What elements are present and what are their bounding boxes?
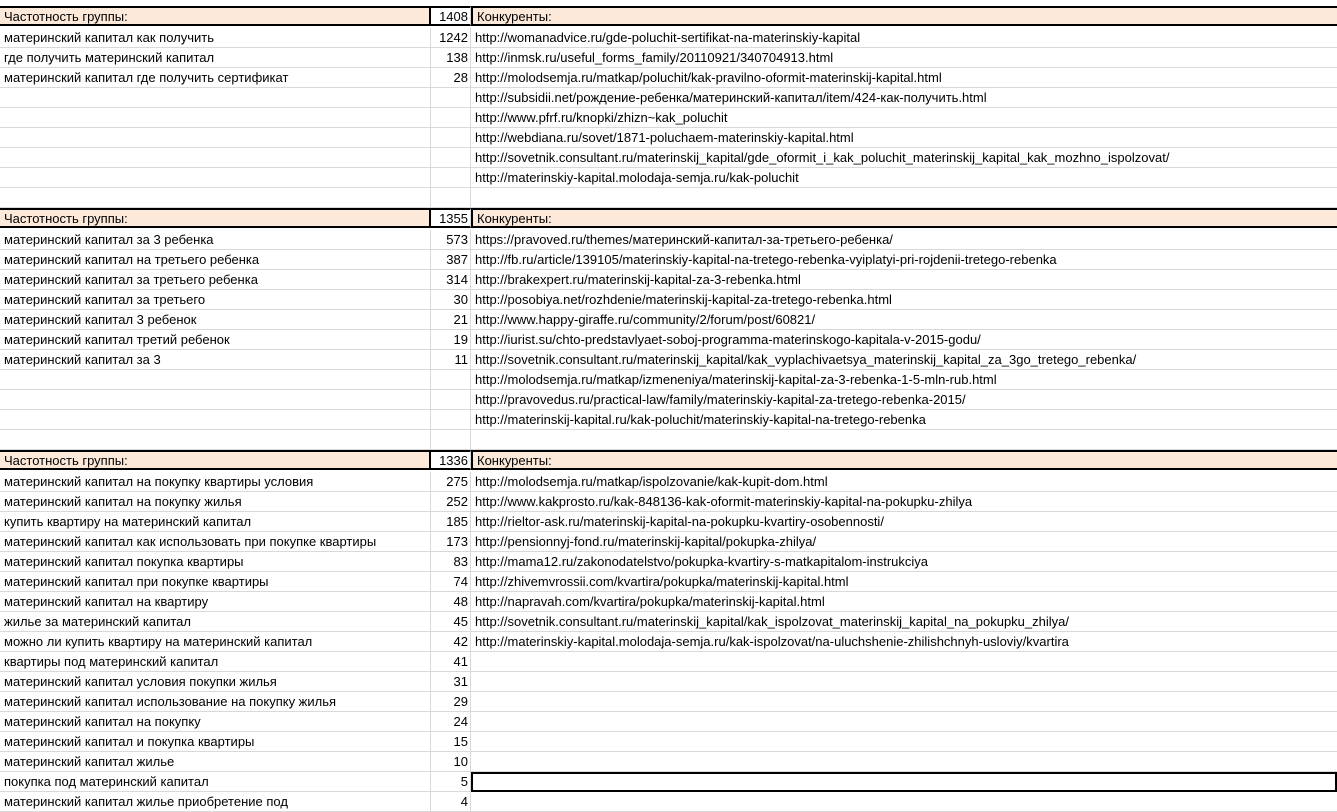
table-row [0, 672, 1337, 692]
group-frequency-total[interactable]: 1408 [431, 6, 471, 26]
frequency-cell[interactable]: 1242 [431, 28, 471, 48]
competitor-url-cell[interactable] [471, 188, 1337, 208]
frequency-cell[interactable] [431, 128, 471, 148]
competitor-url-cell[interactable] [471, 792, 1337, 812]
table-row [0, 230, 1337, 250]
keyword-cell[interactable] [0, 128, 431, 148]
keyword-cell[interactable]: материнский капитал на третьего ребенка [0, 250, 431, 270]
frequency-cell[interactable]: 173 [431, 532, 471, 552]
competitor-url-cell[interactable]: http://materinskiy-kapital.molodaja-semja.ru/kak-ispolzovat/na-uluchshenie-zhilishchnyh-usloviy/kvartira [471, 632, 1337, 652]
frequency-cell[interactable]: 41 [431, 652, 471, 672]
frequency-cell[interactable] [431, 370, 471, 390]
frequency-cell[interactable]: 29 [431, 692, 471, 712]
table-row [0, 270, 1337, 290]
competitor-url-cell[interactable]: http://rieltor-ask.ru/materinskij-kapital-na-pokupku-kvartiry-osobennosti/ [471, 512, 1337, 532]
frequency-cell[interactable] [431, 410, 471, 430]
table-row [0, 410, 1337, 430]
keyword-cell[interactable] [0, 188, 431, 208]
competitor-url-cell[interactable] [471, 672, 1337, 692]
competitor-url-cell[interactable]: http://pensionnyj-fond.ru/materinskij-kapital/pokupka-zhilya/ [471, 532, 1337, 552]
frequency-cell[interactable]: 45 [431, 612, 471, 632]
competitor-url-cell[interactable] [471, 692, 1337, 712]
frequency-cell[interactable] [431, 108, 471, 128]
table-row [0, 692, 1337, 712]
keyword-cell[interactable] [0, 148, 431, 168]
table-row [0, 188, 1337, 208]
frequency-cell[interactable]: 21 [431, 310, 471, 330]
group-header-row [0, 6, 1337, 26]
keyword-cell[interactable]: можно ли купить квартиру на материнский капитал [0, 632, 431, 652]
competitor-url-cell[interactable]: http://fb.ru/article/139105/materinskiy-kapital-na-tretego-rebenka-vyiplatyi-pri-rojdenii-tretego-rebenka [471, 250, 1337, 270]
table-row [0, 572, 1337, 592]
frequency-cell[interactable]: 31 [431, 672, 471, 692]
competitor-url-cell[interactable]: http://molodsemja.ru/matkap/poluchit/kak-pravilno-oformit-materinskij-kapital.html [471, 68, 1337, 88]
table-row [0, 512, 1337, 532]
keyword-cell[interactable] [0, 108, 431, 128]
competitor-url-cell[interactable]: http://materinskij-kapital.ru/kak-poluchit/materinskiy-kapital-na-tretego-rebenka [471, 410, 1337, 430]
table-row [0, 68, 1337, 88]
table-row [0, 168, 1337, 188]
keyword-cell[interactable] [0, 430, 431, 450]
table-row [0, 330, 1337, 350]
table-row [0, 148, 1337, 168]
competitors-label[interactable]: Конкуренты: [471, 450, 1337, 470]
frequency-cell[interactable] [431, 390, 471, 410]
competitor-url-cell[interactable] [471, 712, 1337, 732]
keyword-cell[interactable]: квартиры под материнский капитал [0, 652, 431, 672]
keyword-cell[interactable]: покупка под материнский капитал [0, 772, 431, 792]
frequency-cell[interactable] [431, 430, 471, 450]
frequency-cell[interactable]: 10 [431, 752, 471, 772]
keyword-cell[interactable]: материнский капитал и покупка квартиры [0, 732, 431, 752]
keyword-cell[interactable]: материнский капитал за третьего ребенка [0, 270, 431, 290]
frequency-cell[interactable]: 15 [431, 732, 471, 752]
keyword-cell[interactable] [0, 168, 431, 188]
table-row [0, 792, 1337, 812]
competitor-url-cell[interactable]: http://posobiya.net/rozhdenie/materinskij-kapital-za-tretego-rebenka.html [471, 290, 1337, 310]
keyword-cell[interactable]: материнский капитал на покупку жилья [0, 492, 431, 512]
competitor-url-cell[interactable]: http://womanadvice.ru/gde-poluchit-sertifikat-na-materinskiy-kapital [471, 28, 1337, 48]
table-row [0, 250, 1337, 270]
frequency-cell[interactable]: 4 [431, 792, 471, 812]
keyword-cell[interactable] [0, 88, 431, 108]
competitor-url-cell[interactable]: http://www.pfrf.ru/knopki/zhizn~kak_poluchit [471, 108, 1337, 128]
keyword-cell[interactable]: материнский капитал условия покупки жилья [0, 672, 431, 692]
keyword-cell[interactable]: материнский капитал на квартиру [0, 592, 431, 612]
table-row [0, 732, 1337, 752]
group-frequency-total[interactable]: 1336 [431, 450, 471, 470]
frequency-cell[interactable] [431, 88, 471, 108]
table-row [0, 772, 1337, 792]
competitor-url-cell[interactable]: http://sovetnik.consultant.ru/materinskij_kapital/kak_vyplachivaetsya_materinskij_kapital_za_3go_tretego_rebenka/ [471, 350, 1337, 370]
keyword-cell[interactable]: материнский капитал где получить сертификат [0, 68, 431, 88]
keyword-cell[interactable] [0, 410, 431, 430]
competitor-url-cell[interactable]: http://www.kakprosto.ru/kak-848136-kak-oformit-materinskiy-kapital-na-pokupku-zhilya [471, 492, 1337, 512]
competitor-url-cell[interactable]: http://molodsemja.ru/matkap/ispolzovanie/kak-kupit-dom.html [471, 472, 1337, 492]
keyword-cell[interactable]: материнский капитал как использовать при покупке квартиры [0, 532, 431, 552]
keyword-cell[interactable]: материнский капитал за 3 ребенка [0, 230, 431, 250]
selected-cell[interactable] [471, 772, 1337, 792]
table-row [0, 492, 1337, 512]
keyword-cell[interactable]: материнский капитал как получить [0, 28, 431, 48]
frequency-cell[interactable]: 138 [431, 48, 471, 68]
group-frequency-label[interactable]: Частотность группы: [0, 450, 431, 470]
keyword-cell[interactable]: купить квартиру на материнский капитал [0, 512, 431, 532]
keyword-cell[interactable]: материнский капитал при покупке квартиры [0, 572, 431, 592]
competitor-url-cell[interactable]: http://mama12.ru/zakonodatelstvo/pokupka-kvartiry-s-matkapitalom-instrukciya [471, 552, 1337, 572]
frequency-cell[interactable] [431, 168, 471, 188]
table-row [0, 430, 1337, 450]
competitor-url-cell[interactable]: http://inmsk.ru/useful_forms_family/20110921/340704913.html [471, 48, 1337, 68]
keyword-cell[interactable]: материнский капитал жилье [0, 752, 431, 772]
frequency-cell[interactable]: 42 [431, 632, 471, 652]
table-row [0, 752, 1337, 772]
keyword-cell[interactable]: материнский капитал третий ребенок [0, 330, 431, 350]
table-row [0, 552, 1337, 572]
competitor-url-cell[interactable]: http://napravah.com/kvartira/pokupka/materinskij-kapital.html [471, 592, 1337, 612]
keyword-cell[interactable]: материнский капитал использование на покупку жилья [0, 692, 431, 712]
competitors-label[interactable]: Конкуренты: [471, 208, 1337, 228]
table-row [0, 472, 1337, 492]
table-row [0, 48, 1337, 68]
frequency-cell[interactable] [431, 148, 471, 168]
frequency-cell[interactable]: 314 [431, 270, 471, 290]
table-row [0, 612, 1337, 632]
keyword-cell[interactable]: материнский капитал за третьего [0, 290, 431, 310]
table-row [0, 310, 1337, 330]
frequency-cell[interactable]: 19 [431, 330, 471, 350]
keyword-cell[interactable] [0, 390, 431, 410]
table-row [0, 128, 1337, 148]
frequency-cell[interactable]: 11 [431, 350, 471, 370]
keyword-cell[interactable]: материнский капитал на покупку [0, 712, 431, 732]
competitor-url-cell[interactable]: http://www.happy-giraffe.ru/community/2/forum/post/60821/ [471, 310, 1337, 330]
table-row [0, 370, 1337, 390]
competitor-url-cell[interactable]: http://pravovedus.ru/practical-law/family/materinskiy-kapital-za-tretego-rebenka-2015/ [471, 390, 1337, 410]
table-row [0, 108, 1337, 128]
frequency-cell[interactable]: 5 [431, 772, 471, 792]
keyword-cell[interactable]: материнский капитал покупка квартиры [0, 552, 431, 572]
group-frequency-label[interactable]: Частотность группы: [0, 208, 431, 228]
competitor-url-cell[interactable] [471, 430, 1337, 450]
table-row [0, 350, 1337, 370]
frequency-cell[interactable]: 573 [431, 230, 471, 250]
frequency-cell[interactable]: 83 [431, 552, 471, 572]
competitor-url-cell[interactable] [471, 652, 1337, 672]
competitor-url-cell[interactable] [471, 732, 1337, 752]
group-frequency-label[interactable]: Частотность группы: [0, 6, 431, 26]
keyword-cell[interactable]: материнский капитал на покупку квартиры условия [0, 472, 431, 492]
frequency-cell[interactable]: 28 [431, 68, 471, 88]
keyword-cell[interactable]: где получить материнский капитал [0, 48, 431, 68]
competitor-url-cell[interactable]: http://sovetnik.consultant.ru/materinskij_kapital/gde_oformit_i_kak_poluchit_materinskij_kapital_kak_mozhno_ispolzovat/ [471, 148, 1337, 168]
table-row [0, 632, 1337, 652]
frequency-cell[interactable]: 387 [431, 250, 471, 270]
frequency-cell[interactable]: 252 [431, 492, 471, 512]
competitor-url-cell[interactable]: http://brakexpert.ru/materinskij-kapital-za-3-rebenka.html [471, 270, 1337, 290]
competitor-url-cell[interactable]: http://sovetnik.consultant.ru/materinskij_kapital/kak_ispolzovat_materinskij_kapital_na_pokupku_zhilya/ [471, 612, 1337, 632]
frequency-cell[interactable]: 74 [431, 572, 471, 592]
competitor-url-cell[interactable]: http://webdiana.ru/sovet/1871-poluchaem-materinskiy-kapital.html [471, 128, 1337, 148]
group-header-row [0, 208, 1337, 228]
frequency-cell[interactable]: 30 [431, 290, 471, 310]
table-row [0, 712, 1337, 732]
group-frequency-total[interactable]: 1355 [431, 208, 471, 228]
frequency-cell[interactable]: 185 [431, 512, 471, 532]
table-row [0, 88, 1337, 108]
table-row [0, 592, 1337, 612]
competitor-url-cell[interactable]: http://materinskiy-kapital.molodaja-semja.ru/kak-poluchit [471, 168, 1337, 188]
keyword-cell[interactable]: материнский капитал за 3 [0, 350, 431, 370]
table-row [0, 652, 1337, 672]
frequency-cell[interactable]: 275 [431, 472, 471, 492]
keyword-cell[interactable]: материнский капитал 3 ребенок [0, 310, 431, 330]
keyword-cell[interactable] [0, 370, 431, 390]
competitor-url-cell[interactable]: http://zhivemvrossii.com/kvartira/pokupka/materinskij-kapital.html [471, 572, 1337, 592]
keyword-cell[interactable]: материнский капитал жилье приобретение под [0, 792, 431, 812]
competitor-url-cell[interactable] [471, 752, 1337, 772]
frequency-cell[interactable]: 48 [431, 592, 471, 612]
table-row [0, 532, 1337, 552]
group-header-row [0, 450, 1337, 470]
competitors-label[interactable]: Конкуренты: [471, 6, 1337, 26]
competitor-url-cell[interactable]: http://subsidii.net/рождение-ребенка/материнский-капитал/item/424-как-получить.html [471, 88, 1337, 108]
frequency-cell[interactable] [431, 188, 471, 208]
competitor-url-cell[interactable]: http://molodsemja.ru/matkap/izmeneniya/materinskij-kapital-za-3-rebenka-1-5-mln-rub.html [471, 370, 1337, 390]
frequency-cell[interactable]: 24 [431, 712, 471, 732]
competitor-url-cell[interactable]: http://iurist.su/chto-predstavlyaet-soboj-programma-materinskogo-kapitala-v-2015-godu/ [471, 330, 1337, 350]
competitor-url-cell[interactable]: https://pravoved.ru/themes/материнский-капитал-за-третьего-ребенка/ [471, 230, 1337, 250]
keyword-cell[interactable]: жилье за материнский капитал [0, 612, 431, 632]
table-row [0, 28, 1337, 48]
table-row [0, 290, 1337, 310]
table-row [0, 390, 1337, 410]
